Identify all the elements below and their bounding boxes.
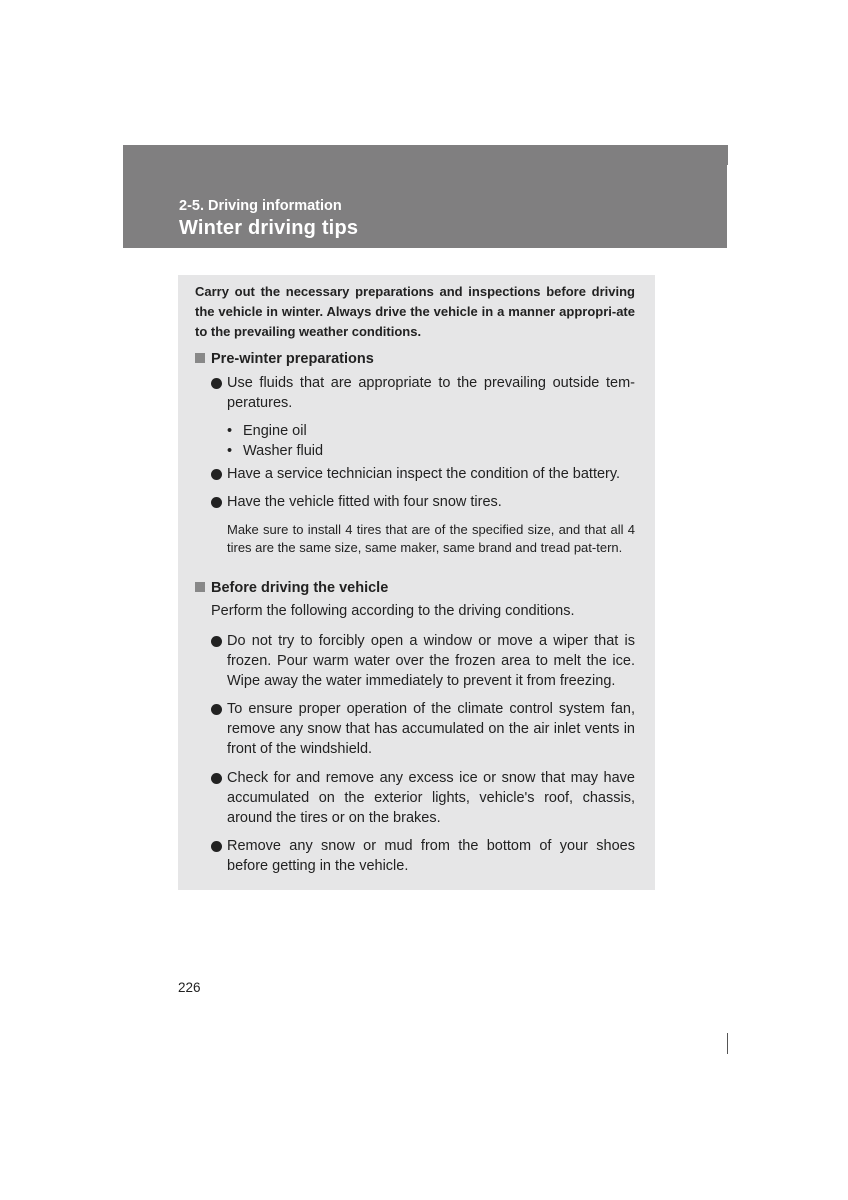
- section-label: 2-5. Driving information: [179, 198, 342, 214]
- list-item: [211, 373, 635, 413]
- lead-text: Perform the following according to the driving conditions.: [211, 603, 575, 619]
- bullet-dot-icon: [211, 469, 222, 480]
- margin-line: [727, 1033, 728, 1054]
- section-header-bar: [123, 145, 727, 248]
- list-item: [211, 492, 635, 512]
- intro-paragraph: Carry out the necessary preparations and inspections before driving the vehicle in winter. Always drive the vehicle in a manner appropri-ate to the prevailing weather conditions.: [195, 284, 635, 339]
- bullet-dot-icon: [211, 497, 222, 508]
- list-item: [211, 464, 635, 484]
- heading-before-driving: [195, 580, 388, 596]
- square-bullet-icon: [195, 353, 205, 363]
- list-item-text: Use fluids that are appropriate to the prevailing outside tem-peratures.: [227, 375, 635, 411]
- list-item-text: Have the vehicle fitted with four snow tires.: [227, 494, 502, 510]
- sub-list-item-text: Washer fluid: [243, 443, 324, 459]
- page-number: 226: [178, 980, 201, 995]
- tire-note: Make sure to install 4 tires that are of the specified size, and that all 4 tires are the same size, same maker, same brand and tread pat-tern.: [227, 522, 635, 555]
- list-item-text: To ensure proper operation of the climate control system fan, remove any snow that has accumulated on the air inlet vents in front of the windshield.: [227, 701, 635, 757]
- list-item-text: Have a service technician inspect the condition of the battery.: [227, 466, 621, 482]
- bullet-dot-icon: [211, 704, 222, 715]
- header-edge-mark: [727, 145, 728, 165]
- list-item-text: Check for and remove any excess ice or snow that may have accumulated on the exterior lights, vehicle's roof, chassis, around the tires or on the brakes.: [227, 770, 635, 826]
- list-item: [211, 699, 635, 759]
- list-item-text: Remove any snow or mud from the bottom of your shoes before getting in the vehicle.: [227, 838, 635, 874]
- sub-list-item-text: Engine oil: [243, 423, 307, 439]
- list-item: [211, 768, 635, 828]
- list-item-text: Do not try to forcibly open a window or move a wiper that is frozen. Pour warm water over the frozen area to melt the ice. Wipe away the water immediately to prevent it from freezing.: [227, 633, 635, 689]
- bullet-dot-icon: [211, 378, 222, 389]
- sub-list-item: • Engine oil: [227, 423, 307, 439]
- square-bullet-icon: [195, 582, 205, 592]
- heading-before-driving-text: Before driving the vehicle: [211, 580, 389, 596]
- page-title: Winter driving tips: [179, 217, 359, 239]
- bullet-dot-icon: [211, 841, 222, 852]
- heading-pre-winter-text: Pre-winter preparations: [211, 351, 374, 367]
- bullet-dot-icon: [211, 636, 222, 647]
- bullet-dot-icon: [211, 773, 222, 784]
- list-item: [211, 836, 635, 876]
- list-item: [211, 631, 635, 691]
- heading-pre-winter: [195, 351, 374, 367]
- sub-list-item: • Washer fluid: [227, 443, 324, 459]
